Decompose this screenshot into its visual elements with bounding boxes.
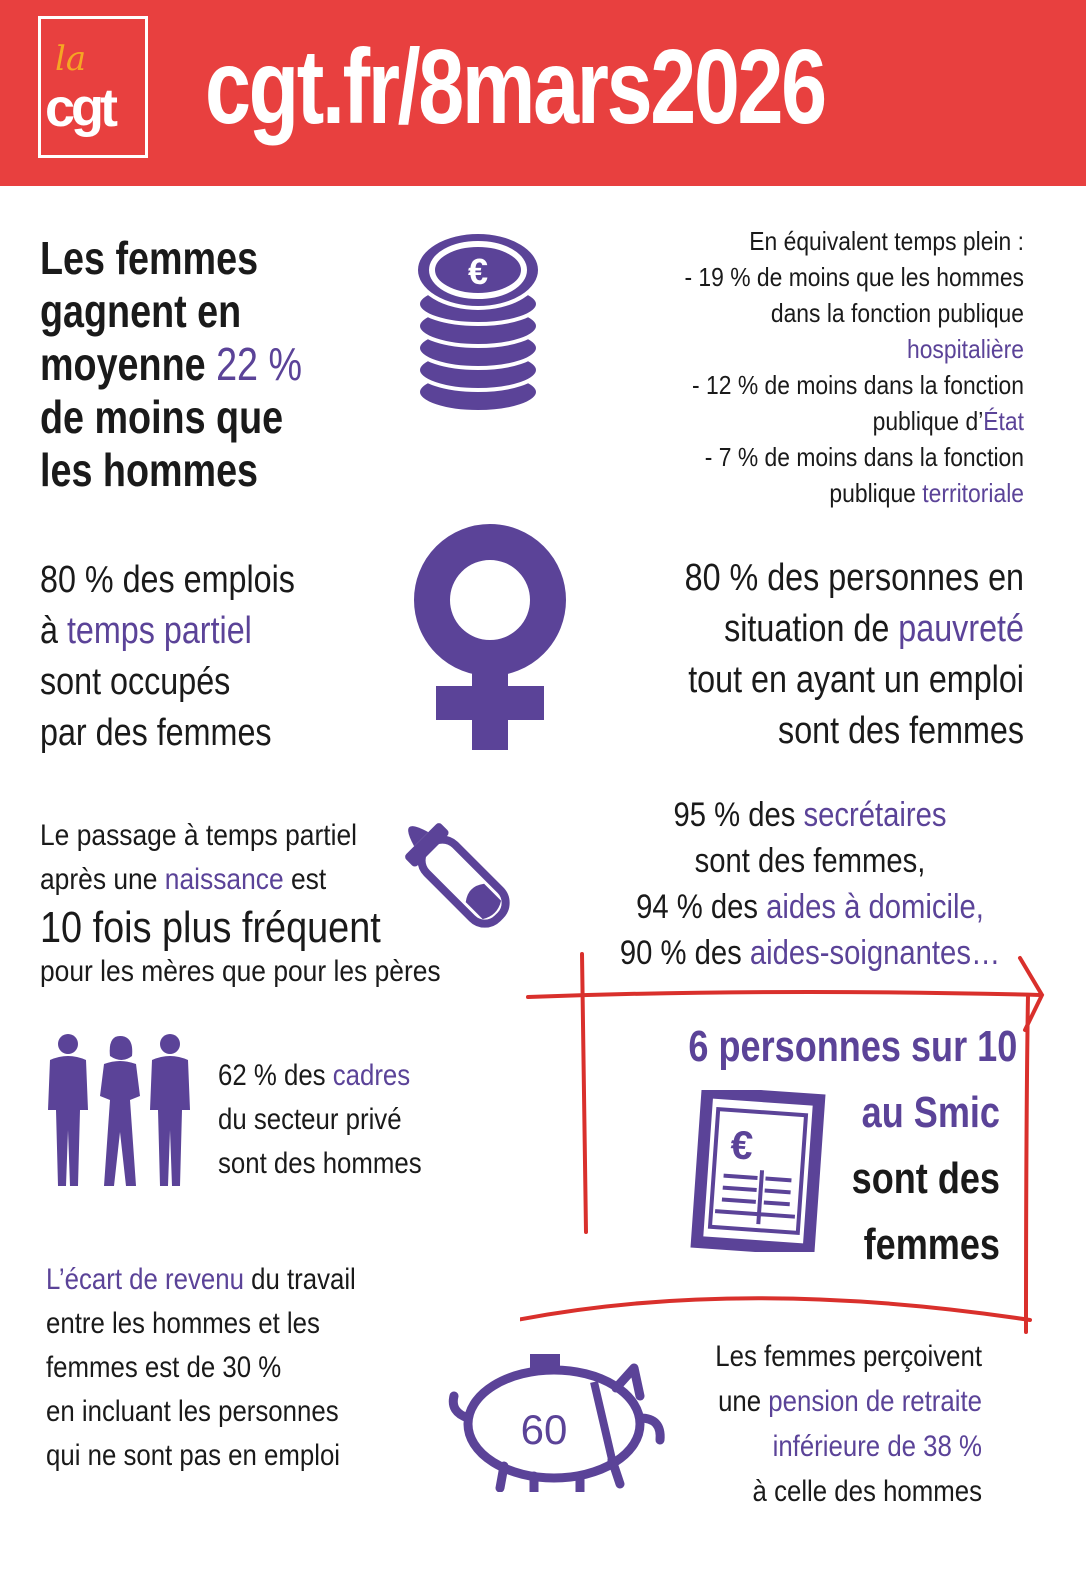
fte-line-6-highlight: État <box>983 406 1024 436</box>
fte-line-6 <box>633 403 1024 439</box>
jobs-line-1 <box>595 792 1025 838</box>
part-time-highlight: temps partiel <box>66 610 252 652</box>
smic-line-4: femmes <box>863 1220 1000 1269</box>
pension-line-3: inférieure de 38 % <box>772 1430 982 1463</box>
birth-line-2-end: est <box>283 863 327 896</box>
salary-line-3-text: moyenne <box>40 338 217 390</box>
pension-line-2 <box>671 1379 982 1424</box>
birth-highlight: naissance <box>164 863 284 896</box>
jobs-home-aides: aides à domicile, <box>766 888 984 926</box>
executives-line-1-text: 62 % des <box>218 1059 333 1092</box>
poverty-line-2 <box>630 604 1024 655</box>
smic-line-1: 6 personnes sur 10 <box>688 1022 1018 1071</box>
income-gap-line-5: qui ne sont pas en emploi <box>46 1439 341 1472</box>
pension-line-1: Les femmes perçoivent <box>715 1340 982 1373</box>
jobs-line-3 <box>595 884 1025 930</box>
fte-line-5: - 12 % de moins dans la fonction <box>692 370 1024 400</box>
part-time-block <box>40 555 295 759</box>
birth-line-2-text: après une <box>40 863 165 896</box>
salary-line-4: de moins que <box>40 391 284 443</box>
part-time-line-2 <box>40 606 295 657</box>
pension-block <box>620 1334 982 1514</box>
payslip-icon <box>688 1090 828 1252</box>
smic-line-3: sont des <box>851 1154 1000 1203</box>
female-symbol-icon <box>410 522 570 750</box>
jobs-line-2: sont des femmes, <box>694 842 926 880</box>
pension-line-4: à celle des hommes <box>752 1475 982 1508</box>
fte-line-4: hospitalière <box>906 334 1024 364</box>
salary-line-5: les hommes <box>40 444 259 496</box>
cgt-logo <box>38 16 148 158</box>
jobs-line-1-text: 95 % des <box>673 796 804 834</box>
part-time-line-2-text: à <box>40 610 67 652</box>
poverty-line-2-text: situation de <box>724 608 899 650</box>
part-time-line-1: 80 % des emplois <box>40 559 295 601</box>
piggy-label: 60 <box>520 1406 568 1453</box>
salary-line-3 <box>40 338 302 391</box>
fte-line-8 <box>633 475 1024 511</box>
salary-line-2: gagnent en <box>40 285 242 337</box>
fte-block <box>633 223 1024 511</box>
campaign-url: cgt.fr/8mars2026 <box>205 28 825 146</box>
pension-line-2-text: une <box>718 1385 769 1418</box>
smic-line-2: au Smic <box>861 1088 1000 1137</box>
jobs-secretaries: secrétaires <box>803 796 947 834</box>
logo-la-text: la <box>55 39 87 79</box>
income-gap-line-2: entre les hommes et les <box>46 1307 320 1340</box>
part-time-line-4: par des femmes <box>40 712 272 754</box>
jobs-line-4-text: 90 % des <box>619 934 750 972</box>
poverty-block <box>630 553 1024 757</box>
poverty-highlight: pauvreté <box>898 608 1024 650</box>
jobs-line-3-text: 94 % des <box>636 888 767 926</box>
poverty-line-1: 80 % des personnes en <box>684 557 1024 599</box>
fte-line-3: dans la fonction publique <box>770 298 1024 328</box>
pension-highlight: pension de retraite <box>768 1385 982 1418</box>
fte-line-2: - 19 % de moins que les hommes <box>684 262 1024 292</box>
baby-bottle-icon <box>388 806 518 936</box>
executives-line-1 <box>218 1054 422 1098</box>
poverty-line-3: tout en ayant un emploi <box>688 659 1024 701</box>
income-gap-block <box>46 1258 356 1478</box>
fte-line-8-highlight: territoriale <box>922 478 1024 508</box>
coin-euro-symbol: € <box>467 251 489 292</box>
coin-stack-icon <box>408 220 548 420</box>
income-gap-line-1 <box>46 1258 356 1302</box>
fte-line-8-text: publique <box>829 478 923 508</box>
executives-block <box>218 1054 422 1186</box>
executives-line-3: sont des hommes <box>218 1147 422 1180</box>
salary-percent: 22 % <box>216 338 303 390</box>
people-icon <box>38 1030 193 1190</box>
executives-highlight: cadres <box>332 1059 411 1092</box>
birth-line-3: 10 fois plus fréquent <box>40 903 381 952</box>
poverty-line-4: sont des femmes <box>778 710 1024 752</box>
payslip-euro-symbol: € <box>729 1123 755 1169</box>
fte-line-6-text: publique d’ <box>872 406 984 436</box>
jobs-care-aides: aides-soignantes… <box>749 934 1001 972</box>
income-gap-line-4: en incluant les personnes <box>46 1395 339 1428</box>
income-gap-line-3: femmes est de 30 % <box>46 1351 282 1384</box>
logo-cgt-text: cgt <box>45 78 114 138</box>
income-gap-highlight: L’écart de revenu <box>46 1263 244 1296</box>
birth-line-2 <box>40 858 441 902</box>
fte-line-7: - 7 % de moins dans la fonction <box>704 442 1024 472</box>
birth-line-4: pour les mères que pour les pères <box>40 955 441 988</box>
part-time-line-3: sont occupés <box>40 661 231 703</box>
fte-line-1: En équivalent temps plein : <box>749 226 1024 256</box>
salary-line-1: Les femmes <box>40 232 259 284</box>
income-gap-line-1-text: du travail <box>243 1263 356 1296</box>
birth-line-1: Le passage à temps partiel <box>40 819 358 852</box>
salary-gap-block <box>40 232 302 497</box>
executives-line-2: du secteur privé <box>218 1103 402 1136</box>
